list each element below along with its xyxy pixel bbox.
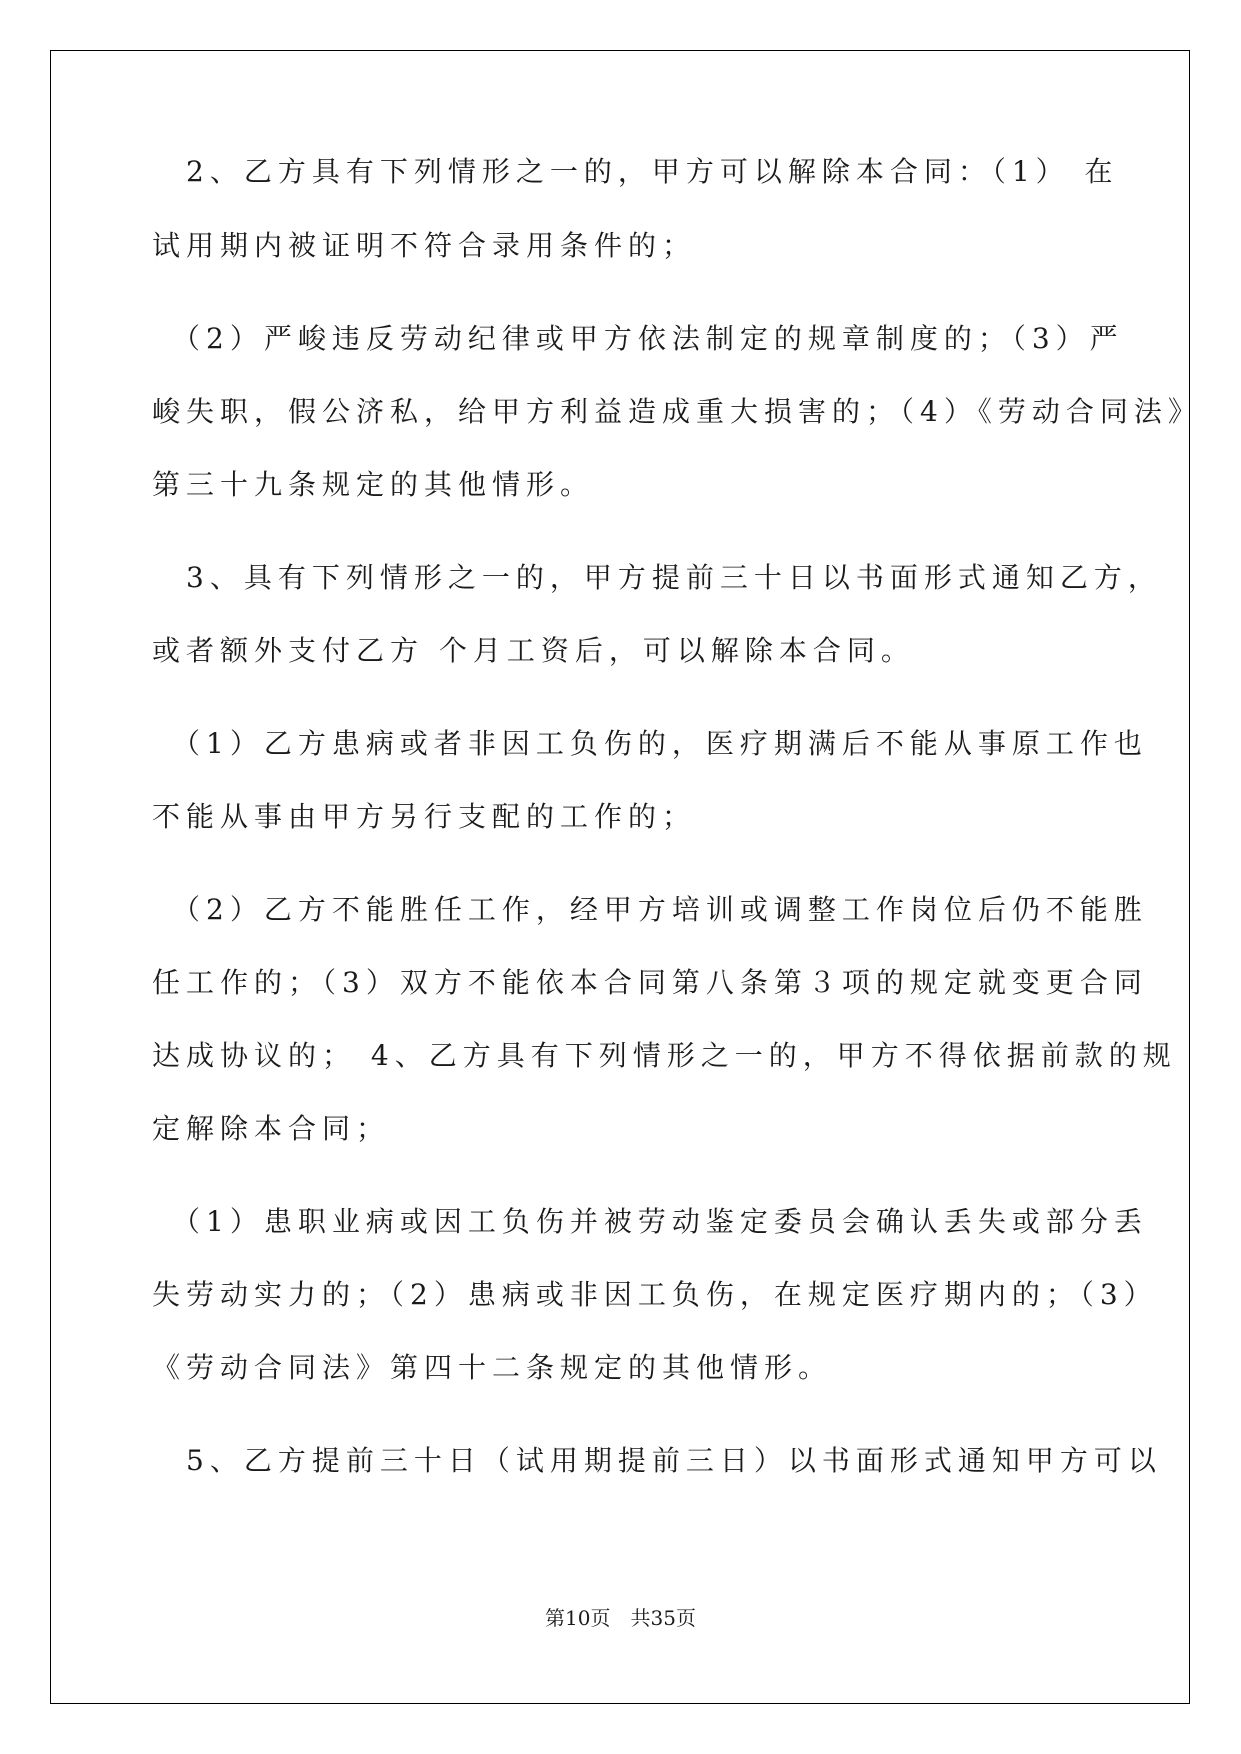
text-line: 峻失职，假公济私，给甲方利益造成重大损害的；（4）《劳动合同法》 [152,395,1202,428]
text-line: （1）患职业病或因工负伤并被劳动鉴定委员会确认丢失或部分丢 [152,1205,1148,1238]
text-line: 达成协议的； 4、乙方具有下列情形之一的，甲方不得依据前款的规 [152,1039,1177,1072]
text-line: 定解除本合同； [152,1112,391,1145]
text-line: 失劳动实力的；（2）患病或非因工负伤，在规定医疗期内的；（3） [152,1278,1158,1311]
text-line: （2）乙方不能胜任工作，经甲方培训或调整工作岗位后仍不能胜 [152,893,1148,926]
page-number-footer: 第10页 共35页 [545,1606,696,1630]
text-line: 任工作的；（3）双方不能依本合同第八条第３项的规定就变更合同 [152,966,1148,999]
text-line: 第三十九条规定的其他情形。 [152,468,595,501]
text-line: 不能从事由甲方另行支配的工作的； [152,800,697,833]
text-line: 或者额外支付乙方 个月工资后，可以解除本合同。 [152,634,915,667]
text-line: （2）严峻违反劳动纪律或甲方依法制定的规章制度的；（3）严 [152,322,1124,355]
text-line: （1）乙方患病或者非因工负伤的，医疗期满后不能从事原工作也 [152,727,1148,760]
text-line: 5、乙方提前三十日（试用期提前三日）以书面形式通知甲方可以 [152,1444,1162,1477]
text-line: 3、具有下列情形之一的，甲方提前三十日以书面形式通知乙方， [152,561,1162,594]
text-line: 2、乙方具有下列情形之一的，甲方可以解除本合同：（1） 在 [152,155,1119,188]
text-line: 试用期内被证明不符合录用条件的； [152,229,697,262]
text-line: 《劳动合同法》第四十二条规定的其他情形。 [152,1351,833,1384]
